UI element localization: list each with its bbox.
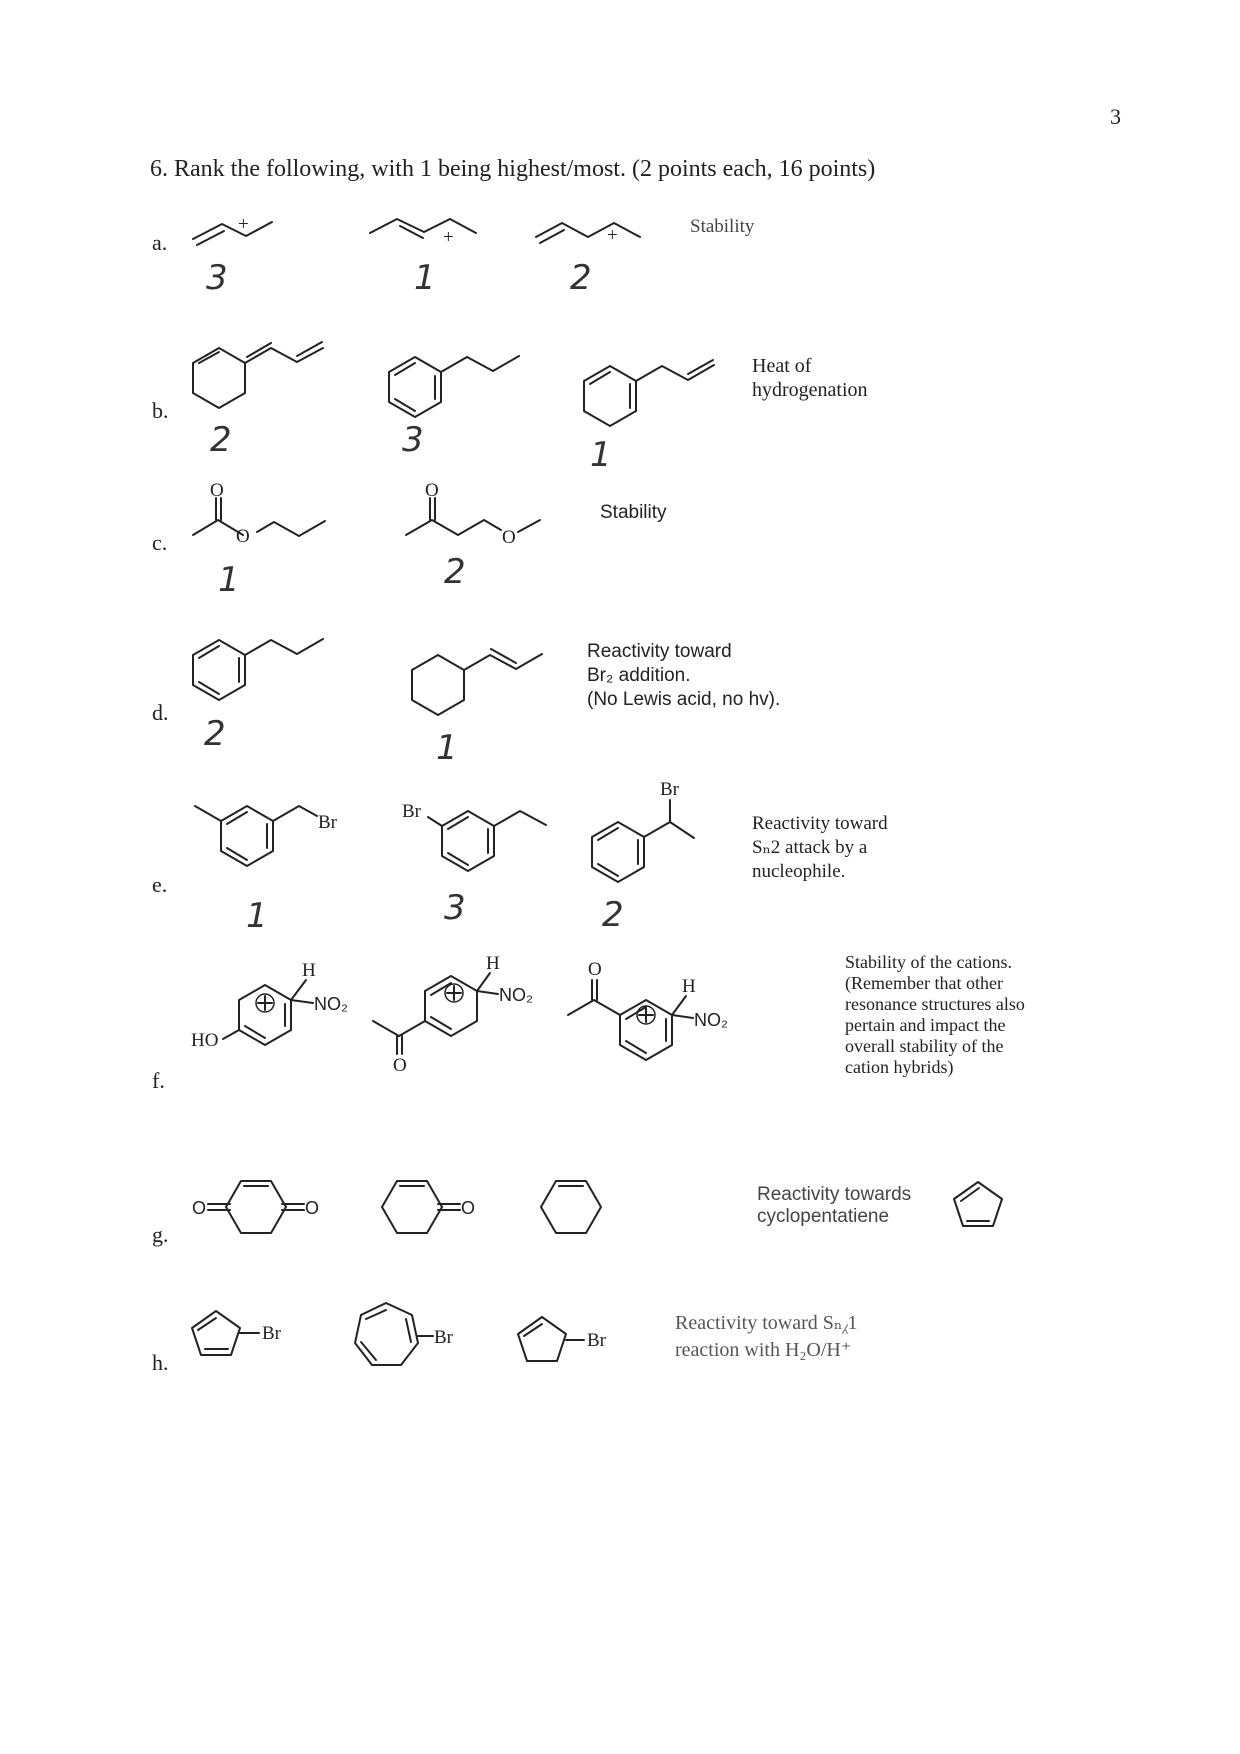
nitro-label: NO₂ bbox=[694, 1010, 728, 1030]
rank-d-2: 1 bbox=[436, 728, 458, 768]
structure-b-2 bbox=[389, 356, 519, 417]
criterion-h-line: reaction with H₂O/H⁺ bbox=[675, 1339, 852, 1361]
bromine-label: Br bbox=[587, 1330, 606, 1351]
plus-label: + bbox=[238, 214, 249, 235]
hydrogen-label: H bbox=[682, 976, 696, 997]
rank-e-3: 2 bbox=[602, 895, 624, 935]
rank-c-2: 2 bbox=[444, 552, 466, 592]
row-label-a: a. bbox=[152, 230, 168, 255]
criterion-c-line: Stability bbox=[600, 502, 667, 523]
structure-a-1 bbox=[193, 214, 272, 245]
criterion-e-line: nucleophile. bbox=[752, 861, 846, 882]
criterion-d-line: Br₂ addition. bbox=[587, 665, 691, 686]
structure-d-2 bbox=[412, 649, 542, 715]
structure-d-1 bbox=[193, 639, 323, 700]
structure-c-1 bbox=[193, 480, 325, 547]
bromine-label: Br bbox=[434, 1327, 453, 1348]
rank-d-1: 2 bbox=[204, 714, 226, 754]
row-label-c: c. bbox=[152, 530, 168, 555]
criterion-g-line: Reactivity towards bbox=[757, 1184, 912, 1205]
rank-c-1: 1 bbox=[218, 560, 240, 600]
plus-label: + bbox=[443, 227, 454, 248]
structure-h-3 bbox=[518, 1317, 607, 1361]
criterion-g-line: cyclopentatiene bbox=[757, 1206, 890, 1227]
criterion-e-line: Sₙ2 attack by a bbox=[752, 837, 868, 858]
rank-e-2: 3 bbox=[444, 888, 466, 928]
question-prompt: 6. Rank the following, with 1 being highest/most. (2 points each, 16 points) bbox=[150, 156, 876, 182]
structure-g-1 bbox=[192, 1168, 319, 1246]
rank-e-1: 1 bbox=[246, 896, 268, 936]
rank-a-1: 3 bbox=[206, 258, 228, 298]
criterion-f-line: pertain and impact the bbox=[845, 1015, 1006, 1035]
nitro-label: NO₂ bbox=[314, 994, 348, 1014]
bromine-label: Br bbox=[262, 1323, 281, 1344]
oxygen-label: O bbox=[305, 1198, 320, 1218]
rank-b-1: 2 bbox=[210, 420, 232, 460]
oxygen-label: O bbox=[425, 480, 439, 501]
criterion-f-line: Stability of the cations. bbox=[845, 952, 1012, 972]
structure-g-2 bbox=[374, 1168, 475, 1246]
structure-e-2 bbox=[402, 801, 546, 871]
oxygen-label: O bbox=[588, 959, 602, 980]
structure-f-3 bbox=[568, 959, 728, 1060]
criterion-b-line: hydrogenation bbox=[752, 379, 868, 401]
criterion-f-line: overall stability of the bbox=[845, 1036, 1004, 1056]
structure-c-2 bbox=[406, 480, 540, 548]
hydrogen-label: H bbox=[302, 960, 316, 981]
oxygen-label: O bbox=[502, 527, 516, 548]
structure-a-2 bbox=[370, 219, 476, 248]
row-label-e: e. bbox=[152, 872, 168, 897]
structure-f-2 bbox=[373, 953, 533, 1076]
row-label-h: h. bbox=[152, 1350, 169, 1375]
row-label-d: d. bbox=[152, 700, 169, 725]
structure-h-1 bbox=[192, 1311, 282, 1355]
hydroxy-label: HO bbox=[191, 1030, 219, 1051]
criterion-d-line: Reactivity toward bbox=[587, 641, 732, 662]
criterion-f-line: (Remember that other bbox=[845, 973, 1003, 993]
row-label-f: f. bbox=[152, 1068, 165, 1093]
structure-a-3 bbox=[536, 223, 640, 246]
page-number: 3 bbox=[1110, 104, 1121, 129]
oxygen-label: O bbox=[192, 1198, 207, 1218]
structure-b-3 bbox=[584, 360, 714, 426]
criterion-d-line: (No Lewis acid, no hv). bbox=[587, 689, 781, 710]
criterion-b-line: Heat of bbox=[752, 355, 812, 377]
structure-h-2 bbox=[355, 1303, 454, 1365]
oxygen-label: O bbox=[210, 480, 224, 501]
rank-a-3: 2 bbox=[570, 258, 592, 298]
oxygen-label: O bbox=[236, 526, 250, 547]
structure-f-1 bbox=[191, 960, 348, 1051]
rank-b-3: 1 bbox=[590, 435, 612, 475]
bromine-label: Br bbox=[402, 801, 421, 822]
row-label-b: b. bbox=[152, 398, 169, 423]
criterion-h-line: Reactivity toward Sₙ⁁1 bbox=[675, 1312, 858, 1334]
structure-e-1 bbox=[195, 806, 338, 866]
plus-label: + bbox=[607, 225, 618, 246]
structure-b-1 bbox=[193, 342, 323, 408]
bromine-label: Br bbox=[318, 812, 337, 833]
rank-b-2: 3 bbox=[402, 420, 424, 460]
bromine-label: Br bbox=[660, 779, 679, 800]
criterion-e-line: Reactivity toward bbox=[752, 813, 888, 834]
criterion-f-line: cation hybrids) bbox=[845, 1057, 954, 1077]
hydrogen-label: H bbox=[486, 953, 500, 974]
cyclopentadiene-reference bbox=[954, 1182, 1002, 1226]
oxygen-label: O bbox=[461, 1198, 476, 1218]
criterion-a-line: Stability bbox=[690, 216, 755, 237]
structure-e-3 bbox=[592, 779, 694, 882]
rank-a-2: 1 bbox=[414, 258, 436, 298]
structure-g-3 bbox=[533, 1168, 608, 1246]
oxygen-label: O bbox=[393, 1055, 407, 1076]
row-label-g: g. bbox=[152, 1222, 169, 1247]
nitro-label: NO₂ bbox=[499, 985, 533, 1005]
criterion-f-line: resonance structures also bbox=[845, 994, 1025, 1014]
